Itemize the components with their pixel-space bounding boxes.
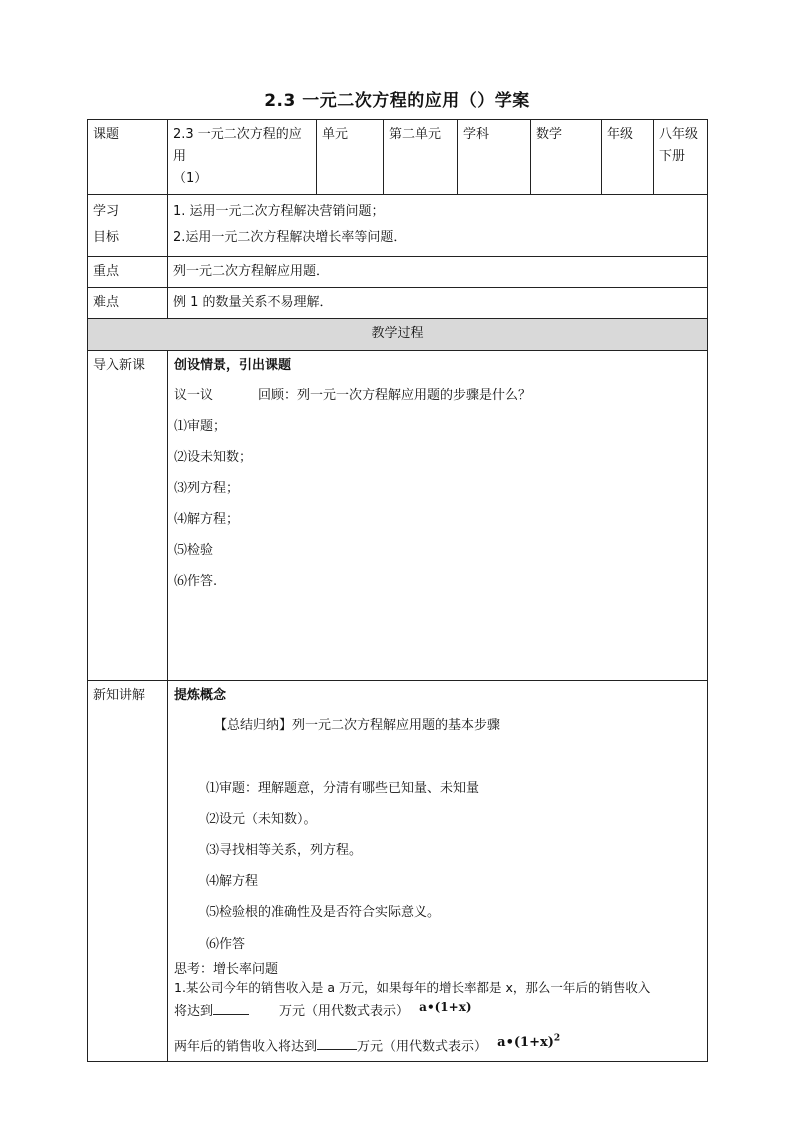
- subject-label: 学科: [458, 120, 531, 195]
- key-point-label: 重点: [88, 257, 168, 288]
- intro-step: ⑴审题；: [174, 419, 227, 434]
- process-banner-row: [88, 319, 708, 351]
- objectives-label-line1: 学习: [93, 204, 120, 219]
- question-1-text: 1.某公司今年的销售收入是 a 万元，如果每年的增长率都是 x，那么一年后的销售收入: [174, 980, 651, 995]
- key-point-value: 列一元二次方程解应用题．: [168, 257, 708, 288]
- question-1-answer-line: [174, 998, 472, 1023]
- intro-step: ⑶列方程；: [174, 481, 240, 496]
- question-2-answer-base: a•(1+x): [497, 1035, 554, 1051]
- question-1-answer: a•(1+x): [419, 1000, 472, 1014]
- course-value: [168, 120, 317, 195]
- objectives-label: [88, 195, 168, 257]
- summary-step: ⑹作答: [206, 937, 246, 952]
- answer-blank: [317, 1033, 357, 1050]
- header-row: [88, 120, 708, 195]
- unit-label: 单元: [317, 120, 384, 195]
- question-2-prefix: 两年后的销售收入将达到: [174, 1039, 318, 1055]
- new-knowledge-content: [168, 681, 708, 1062]
- grade-value: [654, 120, 708, 195]
- objectives-label-line2: 目标: [93, 230, 120, 245]
- lesson-plan-table: [87, 119, 708, 1062]
- objectives-content: [168, 195, 708, 257]
- question-2-suffix: 万元（用代数式表示）: [357, 1039, 488, 1055]
- intro-review: 回顾：列一元一次方程解应用题的步骤是什么？: [258, 388, 532, 403]
- difficulty-row: [88, 288, 708, 319]
- intro-discuss: 议一议: [174, 388, 214, 403]
- unit-value: 第二单元: [384, 120, 458, 195]
- question-2-answer-line: [174, 1032, 560, 1058]
- intro-step: ⑷解方程；: [174, 512, 240, 527]
- summary-step: ⑸检验根的准确性及是否符合实际意义。: [206, 905, 441, 920]
- objectives-row: [88, 195, 708, 257]
- subject-value: 数学: [531, 120, 602, 195]
- grade-value-line2: 下册: [659, 149, 686, 164]
- intro-row: [88, 351, 708, 681]
- intro-step: ⑹作答.: [174, 574, 218, 589]
- intro-step: ⑵设未知数；: [174, 450, 253, 465]
- intro-label: 导入新课: [88, 351, 168, 681]
- summary-step: ⑵设元（未知数）。: [206, 812, 317, 827]
- question-2-answer: [497, 1035, 560, 1050]
- objective-item: 2.运用一元二次方程解决增长率等问题．: [173, 230, 407, 245]
- question-2-answer-exponent: 2: [553, 1034, 561, 1044]
- objective-item: 1. 运用一元二次方程解决营销问题；: [173, 204, 385, 219]
- page-title: 2.3 一元二次方程的应用（）学案: [264, 91, 530, 111]
- process-banner: 教学过程: [88, 319, 708, 351]
- difficulty-value: 例 1 的数量关系不易理解．: [168, 288, 708, 319]
- answer-blank: [213, 998, 249, 1015]
- intro-heading: 创设情景，引出课题: [174, 358, 292, 373]
- grade-value-line1: 八年级: [659, 127, 699, 142]
- new-knowledge-row: [88, 681, 708, 1062]
- new-knowledge-heading: 提炼概念: [174, 688, 227, 703]
- question-1-prefix: 将达到: [174, 1004, 214, 1019]
- key-point-row: [88, 257, 708, 288]
- course-value-line2: （1）: [173, 171, 208, 186]
- question-1-suffix: 万元（用代数式表示）: [279, 1004, 410, 1019]
- intro-content: [168, 351, 708, 681]
- course-label: 课题: [88, 120, 168, 195]
- think-heading: 思考：增长率问题: [174, 962, 279, 977]
- summary-step: ⑶寻找相等关系，列方程。: [206, 843, 363, 858]
- grade-label: 年级: [602, 120, 654, 195]
- difficulty-label: 难点: [88, 288, 168, 319]
- new-knowledge-label: 新知讲解: [88, 681, 168, 1062]
- course-value-line1: 2.3 一元二次方程的应用: [173, 127, 302, 164]
- intro-step: ⑸检验: [174, 543, 214, 558]
- summary-step: ⑴审题：理解题意，分清有哪些已知量、未知量: [206, 781, 480, 796]
- summary-step: ⑷解方程: [206, 874, 259, 889]
- summary-heading: 【总结归纳】列一元二次方程解应用题的基本步骤: [214, 718, 501, 733]
